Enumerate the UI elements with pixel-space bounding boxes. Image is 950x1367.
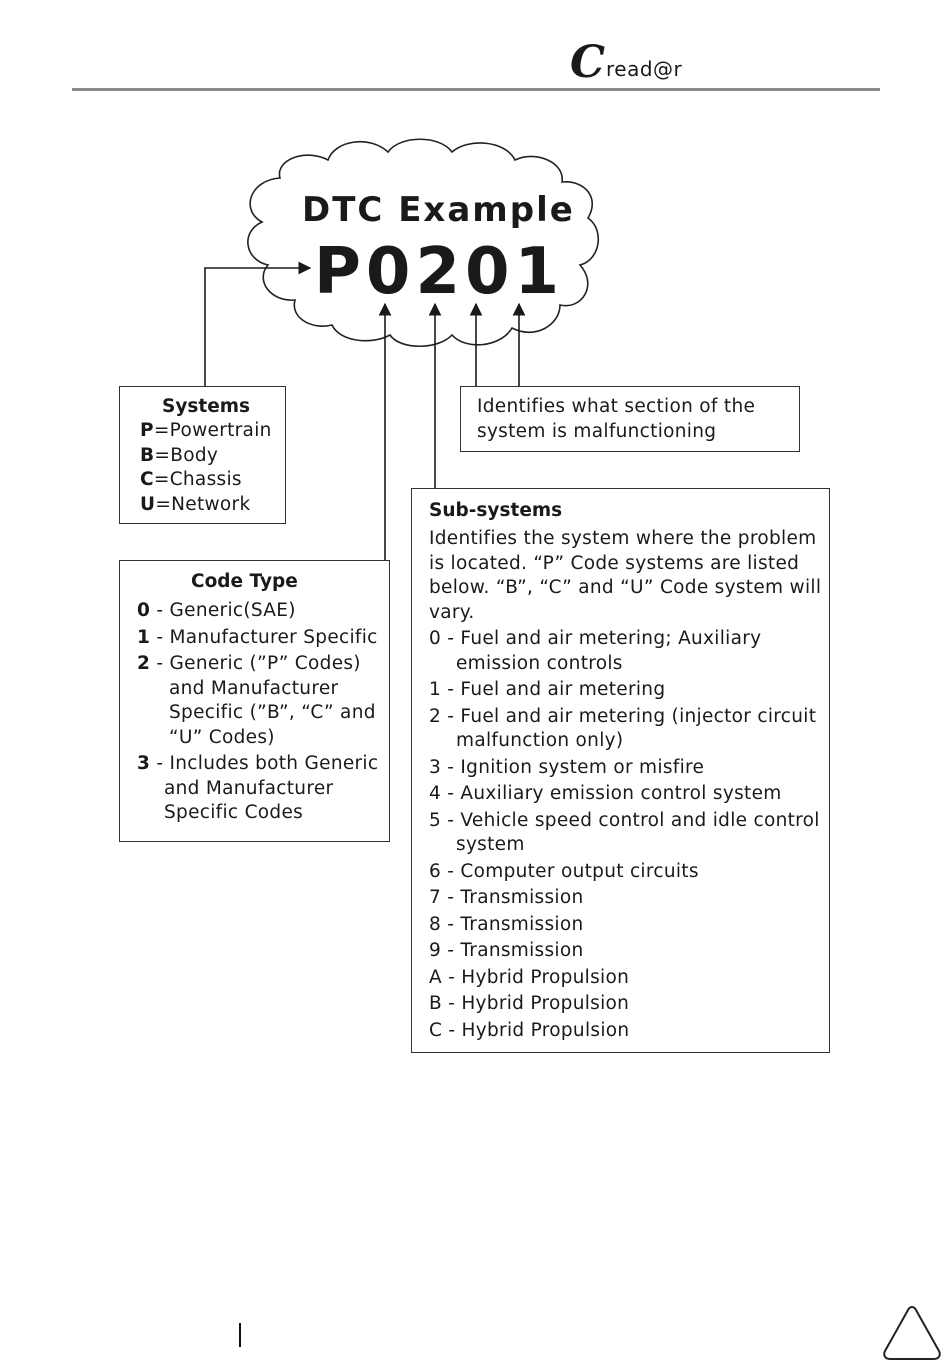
subsystems-box (411, 488, 830, 1053)
code-type-text: “U” Codes) (169, 726, 275, 748)
subsystem-text: 6 - Computer output circuits (429, 860, 699, 882)
code-type-key: 1 (137, 626, 151, 648)
section-line: Identifies what section of the (477, 396, 756, 417)
subsystem-text: C - Hybrid Propulsion (429, 1019, 630, 1041)
code-type-text: - Manufacturer Specific (150, 626, 378, 648)
subsystem-text: 3 - Ignition system or misfire (429, 756, 705, 778)
section-box (460, 386, 800, 452)
intro-line: below. “B”, “C” and “U” Code system will (429, 577, 822, 598)
subsystem-text: 4 - Auxiliary emission control system (429, 783, 782, 804)
code-type-key: 3 (137, 753, 151, 774)
code-type-text: Specific (”B”, “C” and (169, 702, 376, 723)
subsystem-item (429, 705, 829, 754)
page-number-divider (239, 1323, 241, 1347)
code-type-text: and Manufacturer (169, 677, 339, 699)
systems-item (140, 493, 285, 518)
code-type-item (137, 752, 389, 826)
intro-line: vary. (429, 601, 475, 623)
subsystem-text: 0 - Fuel and air metering; Auxiliary (429, 628, 762, 649)
code-type-text: Specific Codes (164, 802, 304, 823)
dtc-example-title: DTC Example (302, 190, 575, 230)
system-value: =Chassis (153, 469, 242, 490)
triangle-icon (880, 1303, 944, 1363)
system-value: =Body (154, 444, 219, 466)
systems-item (140, 468, 285, 493)
system-value: =Network (155, 493, 251, 515)
code-type-item (137, 626, 389, 651)
code-type-text: and Manufacturer (164, 777, 334, 799)
subsystem-text: emission controls (456, 652, 623, 674)
subsystem-item (429, 1019, 829, 1044)
subsystem-text: malfunction only) (456, 730, 624, 751)
subsystem-item (429, 782, 829, 807)
subsystem-text: 5 - Vehicle speed control and idle control (429, 809, 820, 831)
intro-line: Identifies the system where the problem (429, 528, 817, 549)
systems-box (119, 386, 286, 524)
system-key: B (140, 444, 155, 466)
system-value: =Powertrain (153, 420, 272, 441)
subsystem-text: 8 - Transmission (429, 913, 584, 935)
system-key: P (140, 420, 154, 441)
subsystems-title: Sub-systems (429, 500, 563, 521)
code-type-text: - Includes both Generic (150, 753, 379, 774)
section-line: system is malfunctioning (477, 420, 717, 442)
code-type-text: - Generic(SAE) (150, 600, 296, 621)
subsystem-text: B - Hybrid Propulsion (429, 993, 630, 1014)
subsystem-item (429, 860, 829, 885)
system-key: C (140, 469, 154, 490)
dtc-code: P0201 (314, 235, 565, 309)
subsystem-text: system (456, 834, 525, 855)
subsystem-item (429, 678, 829, 703)
code-type-item (137, 652, 389, 750)
code-type-box (119, 560, 390, 842)
code-type-key: 2 (137, 653, 151, 674)
subsystem-item (429, 939, 829, 964)
systems-item (140, 444, 285, 469)
code-type-key: 0 (137, 600, 151, 621)
subsystem-item (429, 992, 829, 1017)
code-type-title: Code Type (191, 571, 298, 592)
subsystem-item (429, 886, 829, 911)
intro-line: is located. “P” Code systems are listed (429, 552, 800, 574)
code-type-text: - Generic (”P” Codes) (150, 653, 361, 674)
subsystem-item (429, 966, 829, 991)
subsystem-text: 9 - Transmission (429, 940, 584, 961)
subsystem-text: 1 - Fuel and air metering (429, 679, 666, 700)
code-type-item (137, 599, 389, 624)
systems-item (140, 419, 285, 444)
systems-title: Systems (162, 396, 251, 417)
logo-text: read@r (606, 57, 683, 81)
subsystem-text: 2 - Fuel and air metering (injector circuit (429, 705, 817, 727)
subsystem-item (429, 627, 829, 676)
subsystem-item (429, 756, 829, 781)
logo-initial: C (570, 37, 606, 88)
subsystem-text: A - Hybrid Propulsion (429, 966, 630, 988)
subsystem-item (429, 913, 829, 938)
subsystems-intro (429, 527, 829, 625)
subsystem-text: 7 - Transmission (429, 887, 584, 908)
system-key: U (140, 493, 156, 515)
subsystem-item (429, 809, 829, 858)
